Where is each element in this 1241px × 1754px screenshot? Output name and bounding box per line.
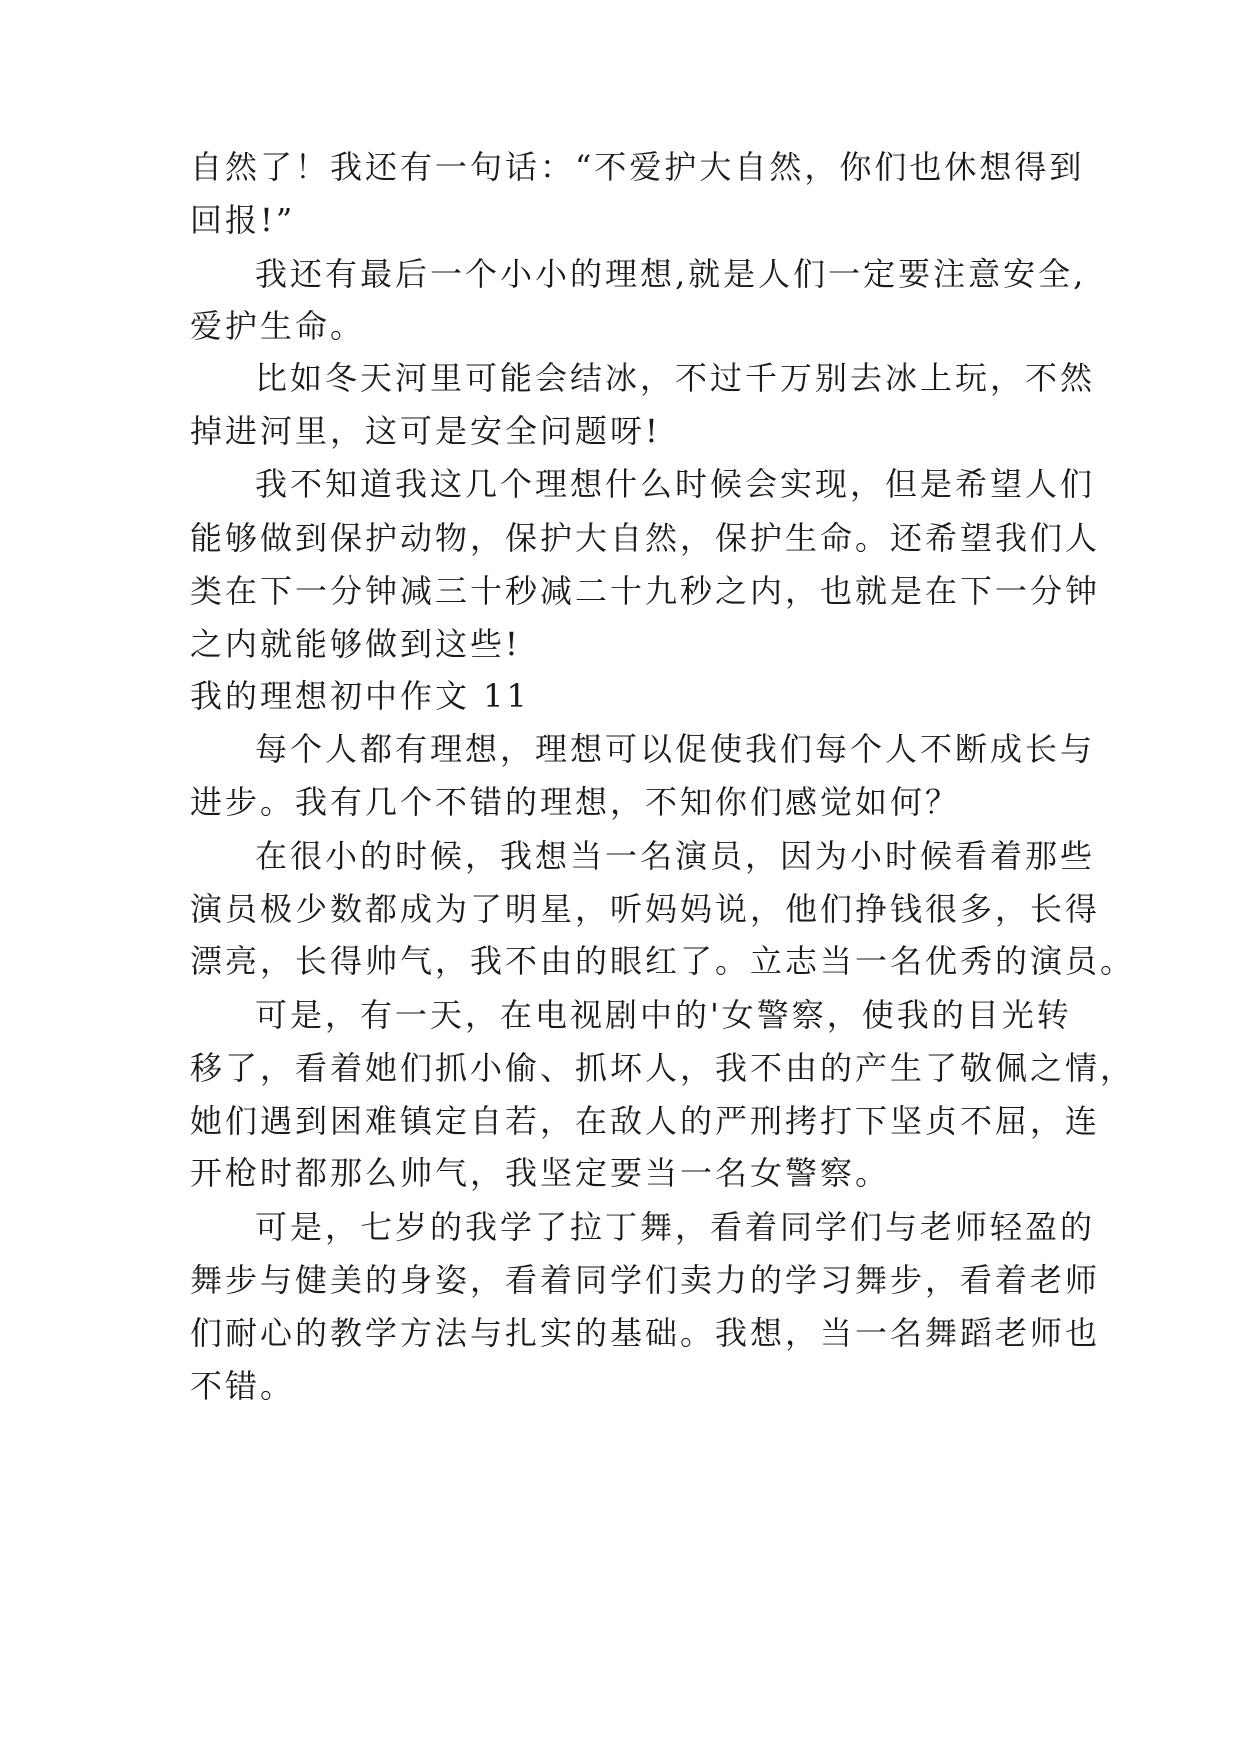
text-line: 移了，看着她们抓小偷、抓坏人，我不由的产生了敬佩之情， (190, 1049, 1136, 1087)
text-line: 掉进河里，这可是安全问题呀! (190, 412, 661, 450)
paragraph-start: 在很小的时候，我想当一名演员，因为小时候看着那些 (255, 837, 1096, 875)
text-line: 爱护生命。 (190, 307, 366, 345)
text-line: 类在下一分钟减三十秒减二十九秒之内，也就是在下一分钟 (190, 572, 1101, 610)
paragraph-start: 比如冬天河里可能会结冰，不过千万别去冰上玩，不然 (255, 359, 1096, 397)
text-line: 演员极少数都成为了明星，听妈妈说，他们挣钱很多，长得 (190, 890, 1101, 928)
text-line: 开枪时都那么帅气，我坚定要当一名女警察。 (190, 1154, 891, 1192)
paragraph-start: 可是，有一天，在电视剧中的'女警察，使我的目光转 (255, 996, 1072, 1034)
text-line: 之内就能够做到这些! (190, 625, 521, 663)
text-line: 她们遇到困难镇定自若，在敌人的严刑拷打下坚贞不屈，连 (190, 1102, 1101, 1140)
text-line: 能够做到保护动物，保护大自然，保护生命。还希望我们人 (190, 519, 1101, 557)
paragraph-start: 我不知道我这几个理想什么时候会实现，但是希望人们 (255, 465, 1096, 503)
text-line: 进步。我有几个不错的理想，不知你们感觉如何？ (190, 783, 961, 821)
paragraph-start: 我还有最后一个小小的理想,就是人们一定要注意安全, (255, 255, 1087, 293)
text-line: 回报!” (190, 201, 296, 239)
section-heading: 我的理想初中作文 11 (190, 677, 530, 715)
text-line: 漂亮，长得帅气，我不由的眼红了。立志当一名优秀的演员。 (190, 942, 1136, 980)
text-line: 们耐心的教学方法与扎实的基础。我想，当一名舞蹈老师也 (190, 1314, 1101, 1352)
text-line: 自然了！我还有一句话：“不爱护大自然，你们也休想得到 (190, 148, 1085, 186)
paragraph-start: 可是，七岁的我学了拉丁舞，看着同学们与老师轻盈的 (255, 1208, 1096, 1246)
text-line: 不错。 (190, 1367, 296, 1405)
paragraph-start: 每个人都有理想，理想可以促使我们每个人不断成长与 (255, 730, 1096, 768)
text-line: 舞步与健美的身姿，看着同学们卖力的学习舞步，看着老师 (190, 1261, 1101, 1299)
